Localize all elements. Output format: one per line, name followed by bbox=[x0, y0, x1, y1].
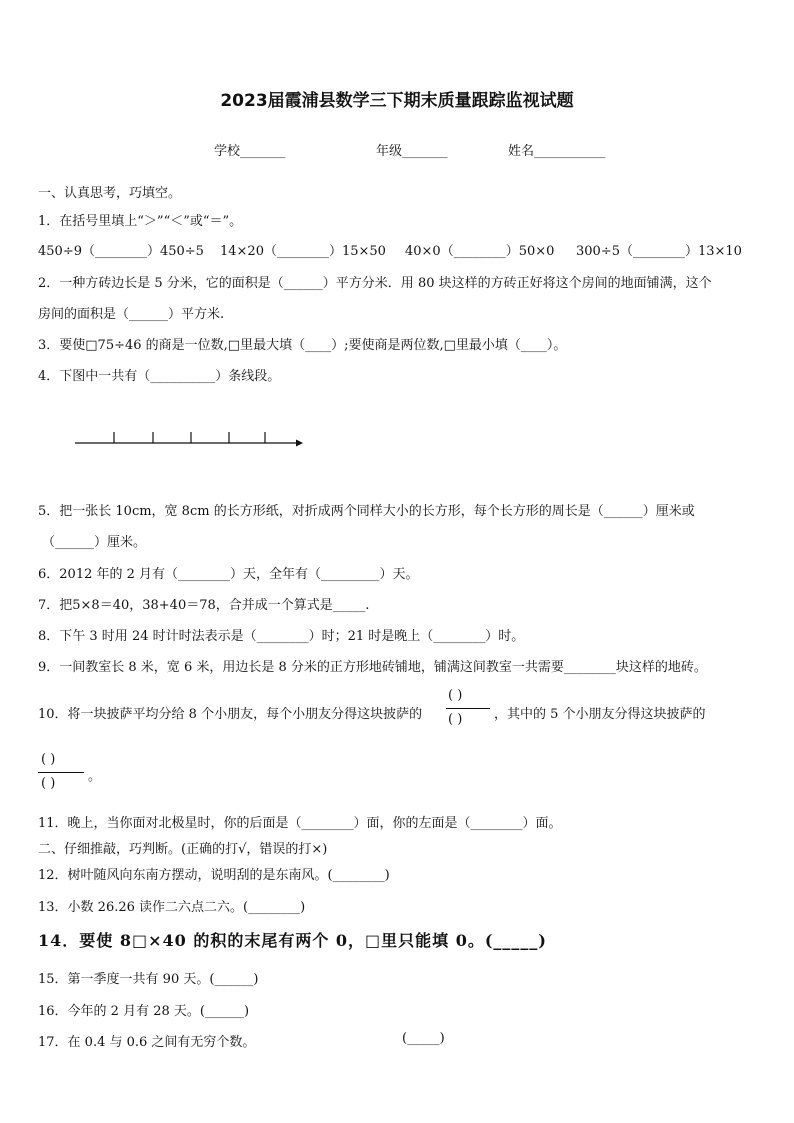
question-10-end: 。 bbox=[88, 769, 102, 784]
numerator-blank: ( ) bbox=[448, 688, 463, 703]
q1-item-1: 450÷9（________）450÷5 bbox=[38, 244, 204, 259]
question-15: 15．第一季度一共有 90 天。(______) bbox=[38, 972, 259, 987]
fraction-bar bbox=[38, 772, 84, 773]
question-10-part-2: ，其中的 5 个小朋友分得这块披萨的 bbox=[494, 707, 706, 722]
q1-item-2: 14×20（________）15×50 bbox=[220, 244, 386, 259]
question-14: 14．要使 8□×40 的积的末尾有两个 0，□里只能填 0。(_____) bbox=[38, 931, 547, 950]
question-17-answer-blank: (_____) bbox=[402, 1031, 445, 1046]
question-11: 11．晚上，当你面对北极星时，你的后面是（________）面，你的左面是（________）面。 bbox=[38, 816, 562, 831]
fraction-blank-1 bbox=[446, 688, 490, 732]
section-1-heading: 一、认真思考，巧填空。 bbox=[38, 186, 182, 201]
exam-title: 2023届霞浦县数学三下期末质量跟踪监视试题 bbox=[220, 91, 574, 111]
q1-item-3: 40×0（________）50×0 bbox=[405, 244, 555, 259]
denominator-blank: ( ) bbox=[41, 776, 56, 791]
numerator-blank: ( ) bbox=[41, 752, 56, 767]
question-16: 16．今年的 2 月有 28 天。(______) bbox=[38, 1004, 250, 1019]
question-2-line-2: 房间的面积是（______）平方米. bbox=[38, 307, 225, 322]
question-10-part-1: 10．将一块披萨平均分给 8 个小朋友，每个小朋友分得这块披萨的 bbox=[38, 707, 423, 722]
question-17: 17．在 0.4 与 0.6 之间有无穷个数。 bbox=[38, 1035, 256, 1050]
question-5-line-1: 5．把一张长 10cm，宽 8cm 的长方形纸，对折成两个同样大小的长方形，每个长方形的周长是（______）厘米或 bbox=[38, 504, 695, 519]
fraction-bar bbox=[446, 708, 490, 709]
question-13: 13．小数 26.26 读作二六点二六。(________) bbox=[38, 900, 306, 915]
grade-field: 年级_______ bbox=[376, 144, 448, 159]
fraction-blank-2 bbox=[38, 752, 86, 796]
name-field: 姓名___________ bbox=[508, 144, 606, 159]
question-6: 6．2012 年的 2 月有（________）天，全年有（_________）天。 bbox=[38, 567, 419, 582]
section-2-heading: 二、仔细推敲，巧判断。(正确的打√，错误的打×) bbox=[38, 842, 328, 857]
q1-item-4: 300÷5（________）13×10 bbox=[576, 244, 742, 259]
question-5-line-2: （______）厘米。 bbox=[42, 535, 147, 550]
school-field: 学校_______ bbox=[214, 144, 286, 159]
question-1: 1．在括号里填上“＞”“＜”或“＝”。 bbox=[38, 214, 243, 229]
question-8: 8．下午 3 时用 24 时计时法表示是（________）时；21 时是晚上（________）时。 bbox=[38, 629, 525, 644]
question-12: 12．树叶随风向东南方摆动，说明刮的是东南风。(________) bbox=[38, 868, 390, 883]
question-2-line-1: 2．一种方砖边长是 5 分米，它的面积是（______）平方分米．用 80 块这样的方砖正好将这个房间的地面铺满，这个 bbox=[38, 276, 712, 291]
denominator-blank: ( ) bbox=[448, 712, 463, 727]
line-segment-figure bbox=[70, 425, 310, 455]
question-3: 3．要使□75÷46 的商是一位数,□里最大填（____）;要使商是两位数,□里最小填（____）。 bbox=[38, 338, 567, 353]
question-4: 4．下图中一共有（__________）条线段。 bbox=[38, 369, 281, 384]
question-7: 7．把5×8＝40，38+40＝78，合并成一个算式是_____. bbox=[38, 598, 370, 613]
question-9: 9．一间教室长 8 米，宽 6 米，用边长是 8 分米的正方形地砖铺地，铺满这间教室一共需要________块这样的地砖。 bbox=[38, 660, 707, 675]
